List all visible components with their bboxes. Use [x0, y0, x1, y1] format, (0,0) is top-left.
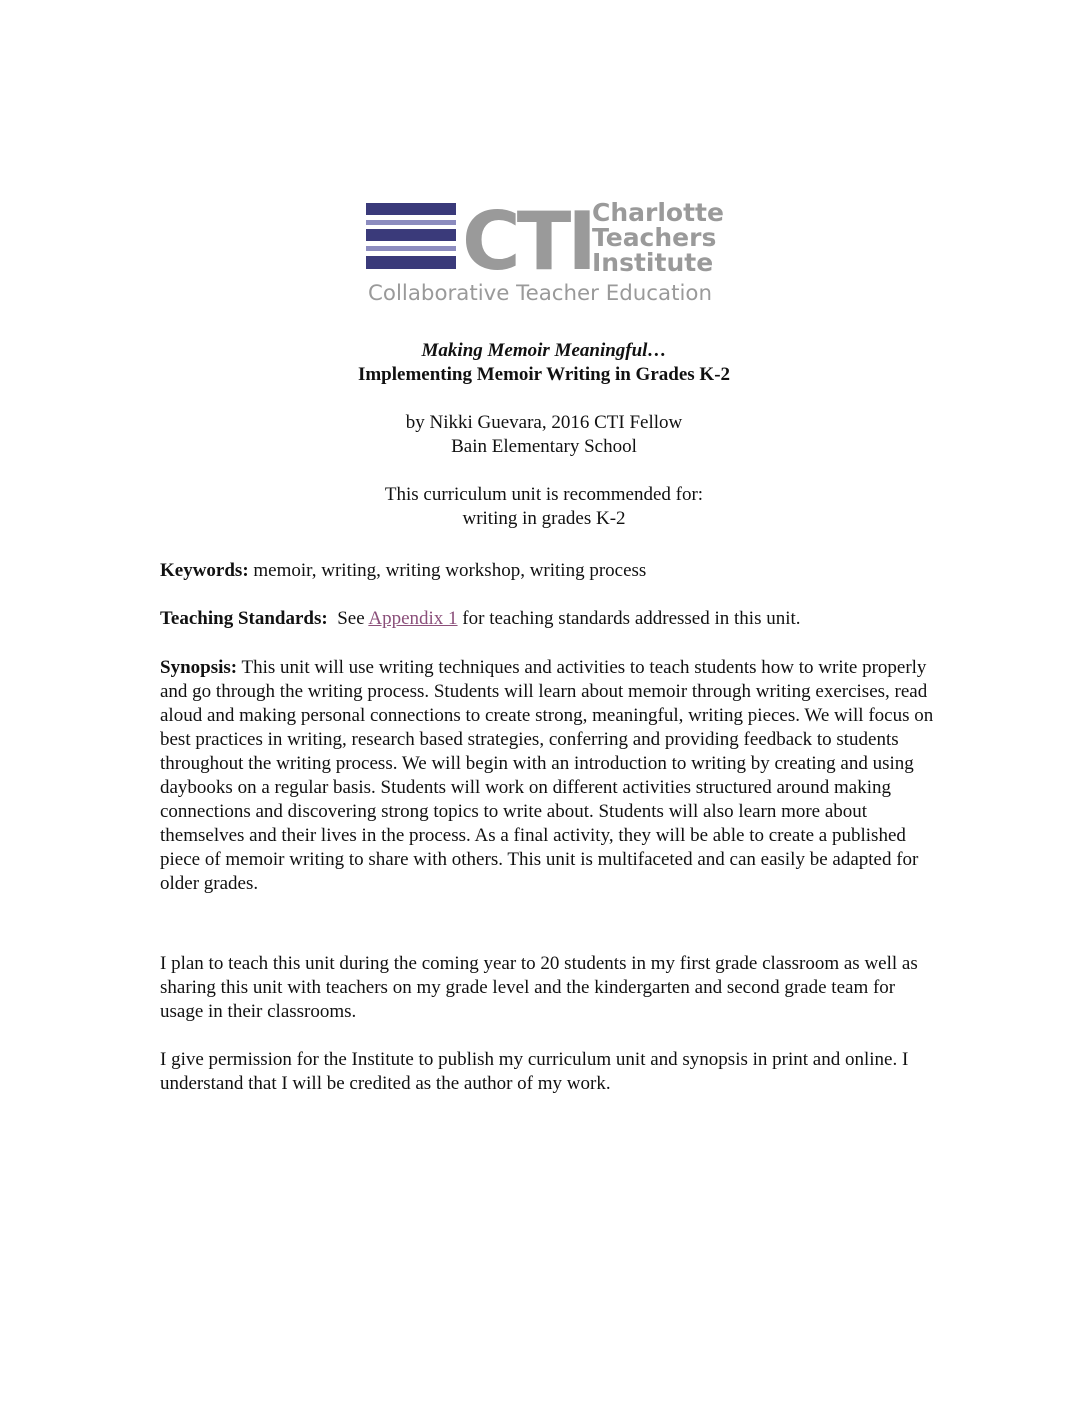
logo-bar-2 — [366, 220, 456, 225]
plan-paragraph — [160, 952, 940, 1024]
title-block — [0, 339, 1088, 387]
permission-paragraph — [160, 1048, 940, 1096]
logo-abbr: CTI — [462, 196, 594, 288]
logo-name-line2: Teachers — [592, 223, 717, 252]
recommended-line-2: writing in grades K-2 — [462, 508, 626, 529]
keywords-text: memoir, writing, writing workshop, writing process — [248, 560, 647, 581]
permission-text: I give permission for the Institute to publish my curriculum unit and synopsis in print and online. I understand that I will be credited as the author of my work. — [160, 1049, 909, 1094]
logo-bar-3 — [366, 229, 456, 241]
keywords-label: Keywords: — [160, 560, 249, 581]
standards-paragraph — [160, 607, 940, 631]
recommended-block — [0, 483, 1088, 531]
synopsis-label: Synopsis: — [160, 657, 238, 678]
standards-label: Teaching Standards: — [160, 608, 328, 629]
standards-pre: See — [327, 608, 369, 629]
logo-tagline: Collaborative Teacher Education — [368, 281, 712, 305]
logo-bar-4 — [366, 246, 456, 251]
appendix-1-link[interactable]: Appendix 1 — [368, 608, 458, 629]
logo-name-line1: Charlotte — [592, 198, 724, 227]
standards-post: for teaching standards addressed in this unit. — [457, 608, 801, 629]
logo-name-line3: Institute — [592, 248, 714, 277]
plan-text: I plan to teach this unit during the coming year to 20 students in my first grade classroom as well as sharing this unit with teachers on my grade level and the kindergarten and second grade team for usage in their classrooms. — [160, 953, 918, 1022]
page-title: Implementing Memoir Writing in Grades K-2 — [357, 364, 731, 385]
title-italic: Making Memoir Meaningful… — [421, 340, 667, 361]
author-block — [0, 411, 1088, 459]
logo-bar-5 — [366, 256, 456, 269]
school-name: Bain Elementary School — [451, 436, 637, 457]
keywords-paragraph — [160, 559, 940, 583]
synopsis-text: This unit will use writing techniques and activities to teach students how to write properly and go through the writing process. Students will learn about memoir through writing exercises, read aloud and making personal connections to create strong, meaningful, writing pieces. We will focus on best practices in writing, research based strategies, conferring and providing feedback to students throughout the writing process. We will begin with an introduction to writing by creating and using daybooks on a regular basis. Students will work on different activities structured around making connections and discovering strong topics to write about. Students will also learn more about themselves and their lives in the process. As a final activity, they will be able to create a published piece of memoir writing to share with others. This unit is multifaceted and can easily be adapted for older grades. — [160, 657, 934, 894]
recommended-line-1: This curriculum unit is recommended for: — [384, 484, 704, 505]
author-line: by Nikki Guevara, 2016 CTI Fellow — [405, 412, 683, 433]
synopsis-paragraph — [160, 656, 940, 896]
cti-logo — [366, 196, 726, 308]
logo-bar-1 — [366, 203, 456, 215]
